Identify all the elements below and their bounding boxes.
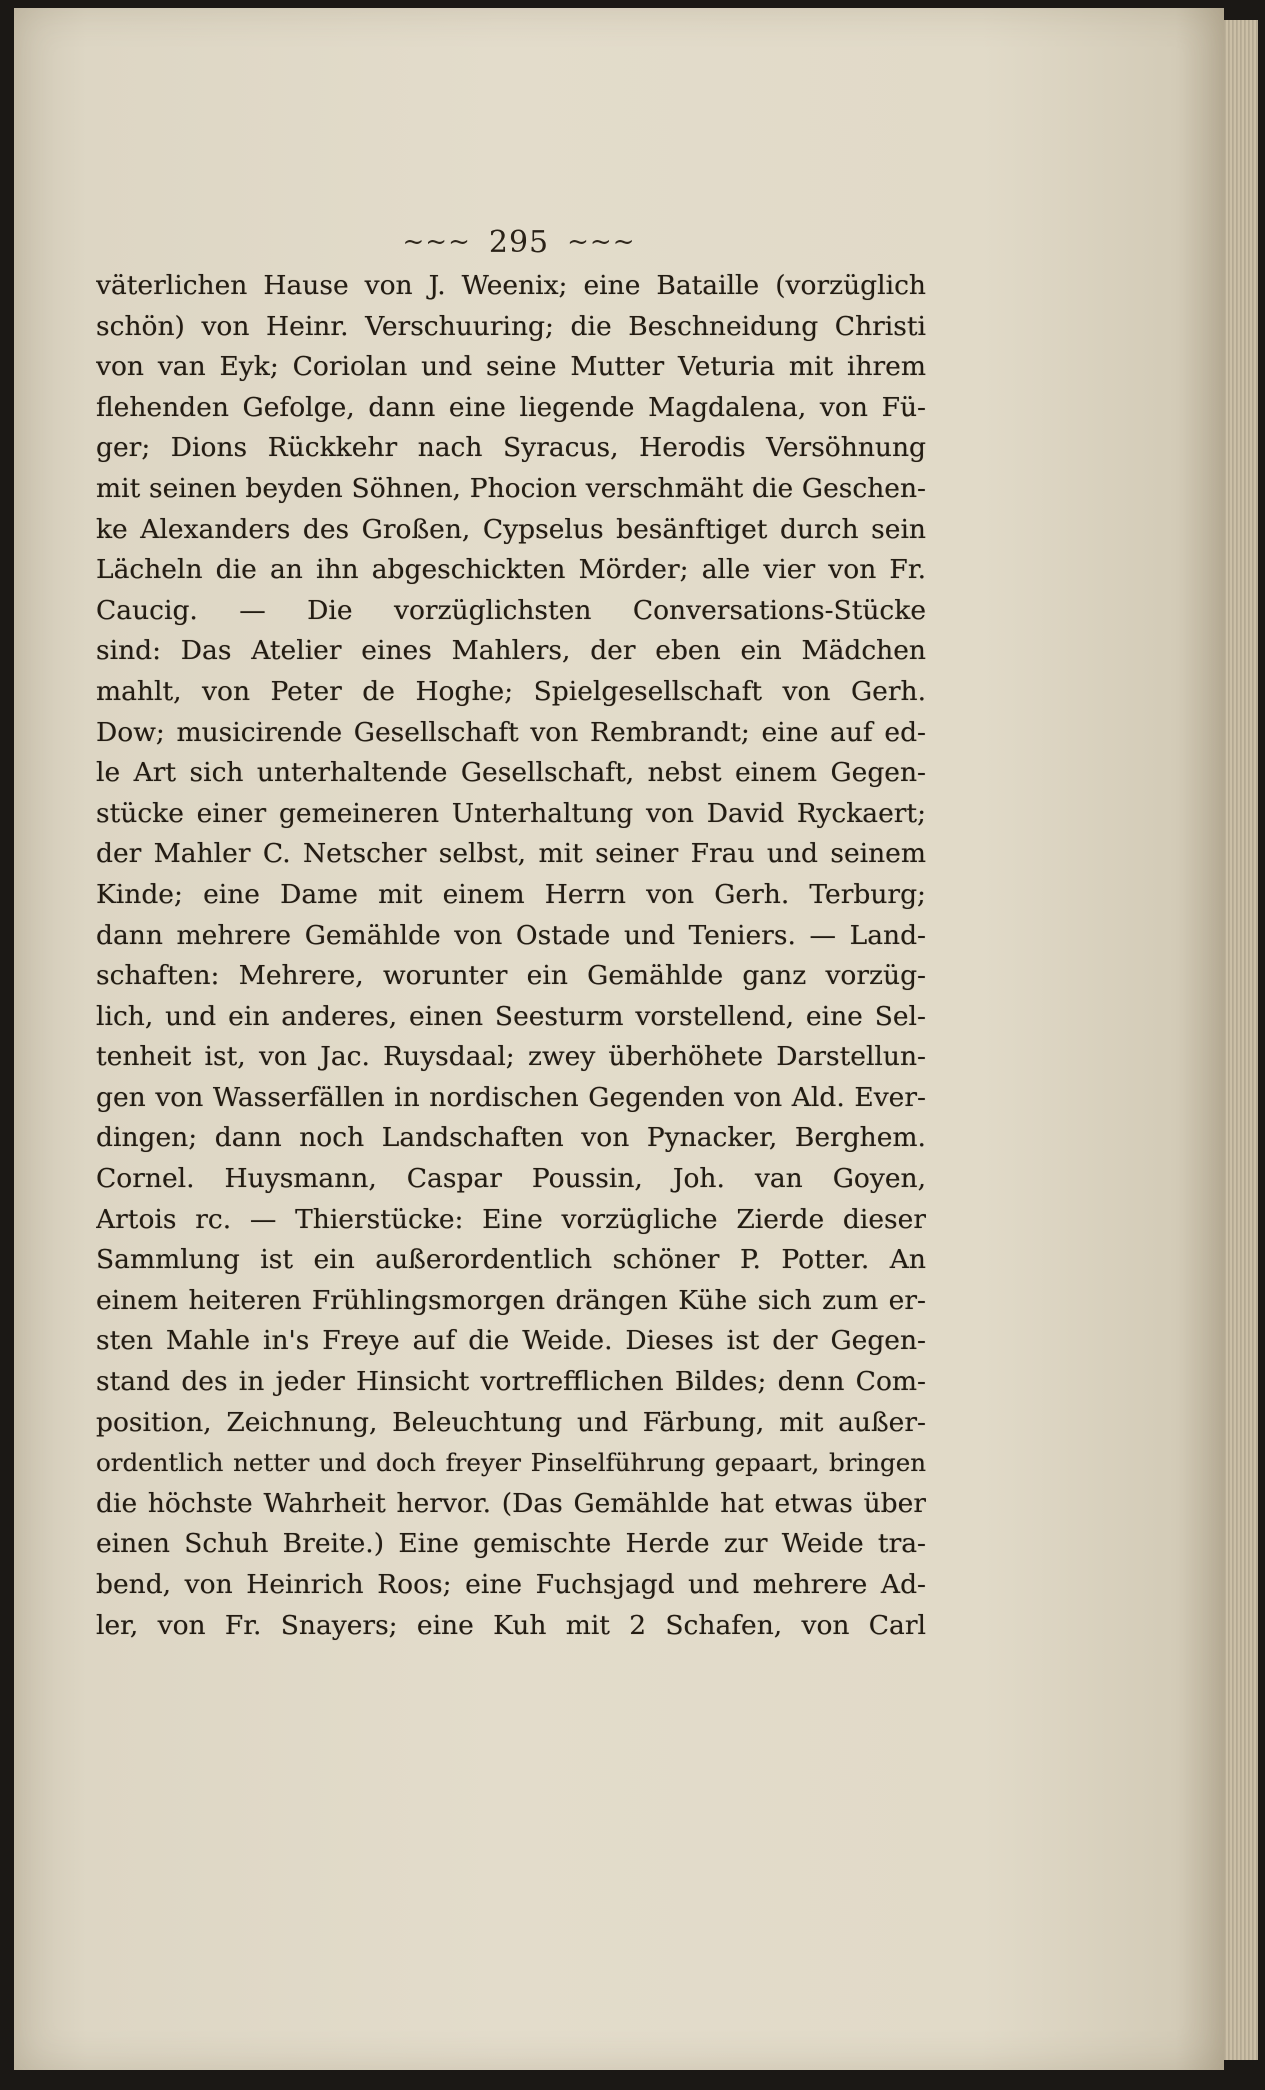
text-line: tenheit ist, von Jac. Ruysdaal; zwey überhöhete Darstellun- (96, 1041, 926, 1073)
text-line: Cornel. Huysmann, Caspar Poussin, Joh. van Goyen, (96, 1163, 926, 1195)
text-line: von van Eyk; Coriolan und seine Mutter Veturia mit ihrem (96, 351, 926, 383)
page-sheet (14, 8, 1224, 2070)
text-line: bend, von Heinrich Roos; eine Fuchsjagd und mehrere Ad- (96, 1569, 926, 1600)
text-line: ler, von Fr. Snayers; eine Kuh mit 2 Schafen, von Carl (96, 1609, 926, 1641)
text-line: ke Alexanders des Großen, Cypselus besänftiget durch sein (96, 513, 926, 545)
ornament-left: ~~~ (402, 227, 471, 257)
text-line: dann mehrere Gemählde von Ostade und Teniers. — Land- (96, 919, 926, 951)
page-header (14, 222, 1024, 262)
text-line: ger; Dions Rückkehr nach Syracus, Herodis Versöhnung (96, 432, 926, 464)
text-line: die höchste Wahrheit hervor. (Das Gemählde hat etwas über (96, 1487, 926, 1519)
text-line: mahlt, von Peter de Hoghe; Spielgesellschaft von Gerh. (96, 675, 926, 707)
text-line: Lächeln die an ihn abgeschickten Mörder; alle vier von Fr. (96, 554, 926, 586)
page-number: 295 (488, 224, 550, 260)
text-line: gen von Wasserfällen in nordischen Gegenden von Ald. Ever- (96, 1081, 926, 1113)
text-line: mit seinen beyden Söhnen, Phocion verschmäht die Geschen- (96, 472, 926, 504)
text-line: stücke einer gemeineren Unterhaltung von David Ryckaert; (96, 797, 926, 829)
text-line: ordentlich netter und doch freyer Pinselführung gepaart, bringen (96, 1448, 926, 1478)
ornament-right: ~~~ (567, 227, 636, 257)
text-line: einem heiteren Frühlingsmorgen drängen Kühe sich zum er- (96, 1284, 926, 1316)
text-line: schaften: Mehrere, worunter ein Gemählde ganz vorzüg- (96, 960, 926, 992)
text-line: Kinde; eine Dame mit einem Herrn von Gerh. Terburg; (96, 878, 926, 910)
text-line: väterlichen Hause von J. Weenix; eine Bataille (vorzüglich (96, 270, 926, 301)
body-text (96, 266, 926, 1646)
text-line: der Mahler C. Netscher selbst, mit seiner Frau und seinem (96, 838, 926, 870)
text-line: einen Schuh Breite.) Eine gemischte Herde zur Weide tra- (96, 1528, 926, 1560)
text-line: dingen; dann noch Landschaften von Pynacker, Berghem. (96, 1122, 926, 1154)
text-line: Artois rc. — Thierstücke: Eine vorzügliche Zierde dieser (96, 1203, 926, 1235)
text-line: stand des in jeder Hinsicht vortrefflichen Bildes; denn Com- (96, 1366, 926, 1398)
text-line: position, Zeichnung, Beleuchtung und Färbung, mit außer- (96, 1406, 926, 1438)
text-line: flehenden Gefolge, dann eine liegende Magdalena, von Fü- (96, 391, 926, 423)
text-line: sten Mahle in's Freye auf die Weide. Dieses ist der Gegen- (96, 1325, 926, 1357)
text-line: lich, und ein anderes, einen Seesturm vorstellend, eine Sel- (96, 1000, 926, 1032)
text-line: sind: Das Atelier eines Mahlers, der eben ein Mädchen (96, 635, 926, 667)
text-line: Caucig. — Die vorzüglichsten Conversations-Stücke (96, 594, 926, 626)
text-line: schön) von Heinr. Verschuuring; die Beschneidung Christi (96, 310, 926, 342)
text-line: Sammlung ist ein außerordentlich schöner P. Potter. An (96, 1244, 926, 1276)
text-line: Dow; musicirende Gesellschaft von Rembrandt; eine auf ed- (96, 716, 926, 748)
text-line: le Art sich unterhaltende Gesellschaft, nebst einem Gegen- (96, 757, 926, 789)
book-page-edges (1218, 20, 1258, 2060)
